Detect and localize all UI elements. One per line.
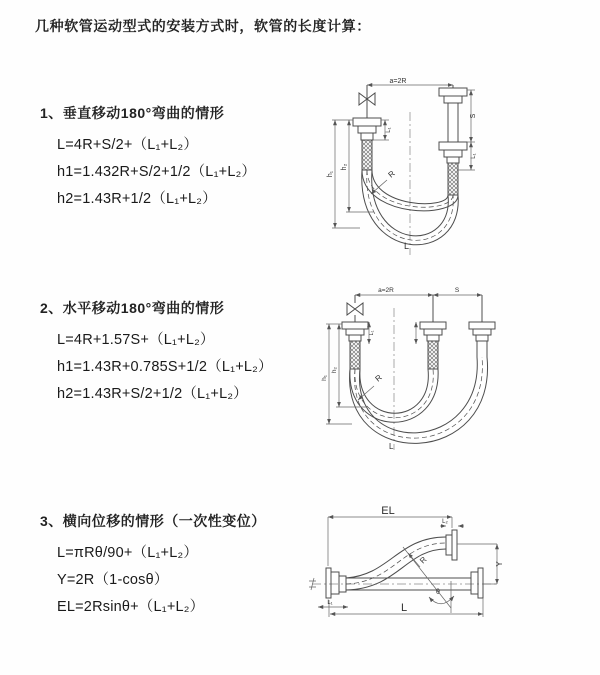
- braided-hose-section: [428, 341, 438, 369]
- length-label: L: [389, 442, 394, 451]
- dim-label-y: Y: [495, 561, 504, 567]
- dim-label-h2: h₂: [331, 366, 338, 374]
- dim-label-l1: L₁: [471, 153, 477, 159]
- section-3: [40, 511, 315, 621]
- dim-label-l1: L₁: [386, 127, 392, 133]
- radius-label: R: [373, 372, 384, 384]
- formula-line: L=πRθ/90+（L₁+L₂）: [57, 545, 199, 561]
- dim-label-h2: h₂: [341, 163, 348, 171]
- dim-label-s: S: [470, 113, 477, 119]
- flange: [439, 88, 467, 96]
- section-3-heading: 3、横向位移的情形（一次性变位）: [40, 513, 266, 529]
- dim-label-l2: L₂: [442, 519, 448, 525]
- flange: [439, 142, 467, 150]
- pipework: [342, 295, 495, 443]
- flange: [452, 530, 457, 560]
- formula-line: h2=1.43R+S/2+1/2（L₁+L₂）: [57, 386, 248, 402]
- formula-line: Y=2R（1-cosθ）: [57, 572, 169, 588]
- dim-label-s: S: [454, 287, 460, 294]
- braided-hose-section: [350, 341, 360, 369]
- dim-label-a2r: a=2R: [389, 78, 407, 85]
- section-1-heading: 1、垂直移动180°弯曲的情形: [40, 105, 225, 121]
- diagram-vertical-180-bend: [312, 72, 592, 262]
- diagram-horizontal-180-bend: [312, 282, 597, 454]
- dimension-lines: [318, 517, 497, 617]
- formula-line: L=4R+S/2+（L₁+L₂）: [57, 137, 199, 153]
- length-label: L: [404, 241, 410, 251]
- formula-line: L=4R+1.57S+（L₁+L₂）: [57, 332, 215, 348]
- hose-curve: [350, 357, 488, 443]
- section-2-heading: 2、水平移动180°弯曲的情形: [40, 300, 225, 316]
- dim-label-el: EL: [381, 505, 395, 517]
- formula-line: EL=2Rsinθ+（L₁+L₂）: [57, 599, 205, 615]
- flange: [342, 322, 368, 329]
- dim-label-a2r: a=2R: [378, 287, 394, 294]
- pipework: [326, 530, 483, 598]
- braided-hose-section: [448, 163, 458, 195]
- formula-line: h1=1.432R+S/2+1/2（L₁+L₂）: [57, 164, 257, 180]
- section-1: [40, 103, 315, 213]
- flange: [353, 118, 381, 126]
- flange: [469, 322, 495, 329]
- braided-hose-section: [362, 140, 372, 170]
- radius-label: R: [418, 554, 429, 566]
- valve-icon: [347, 303, 363, 315]
- radius-label: R: [386, 168, 397, 180]
- flange: [478, 568, 483, 598]
- page-title: 几种软管运动型式的安装方式时，软管的长度计算：: [35, 18, 371, 34]
- section-2: [40, 298, 315, 408]
- dimension-lines: [326, 295, 482, 424]
- dim-label-l1: L₁: [327, 600, 333, 606]
- flange: [326, 568, 331, 598]
- flange: [420, 322, 446, 329]
- dim-label-h1: h₁: [321, 375, 328, 381]
- formula-line: h1=1.43R+0.785S+1/2（L₁+L₂）: [57, 359, 273, 375]
- dim-label-l1: L₁: [369, 330, 375, 336]
- formula-line: h2=1.43R+1/2（L₁+L₂）: [57, 191, 217, 207]
- dim-label-h1: h₁: [327, 170, 334, 178]
- length-label: L: [400, 602, 408, 614]
- diagram-lateral-displacement: [300, 497, 598, 652]
- angle-label: θ: [436, 589, 440, 596]
